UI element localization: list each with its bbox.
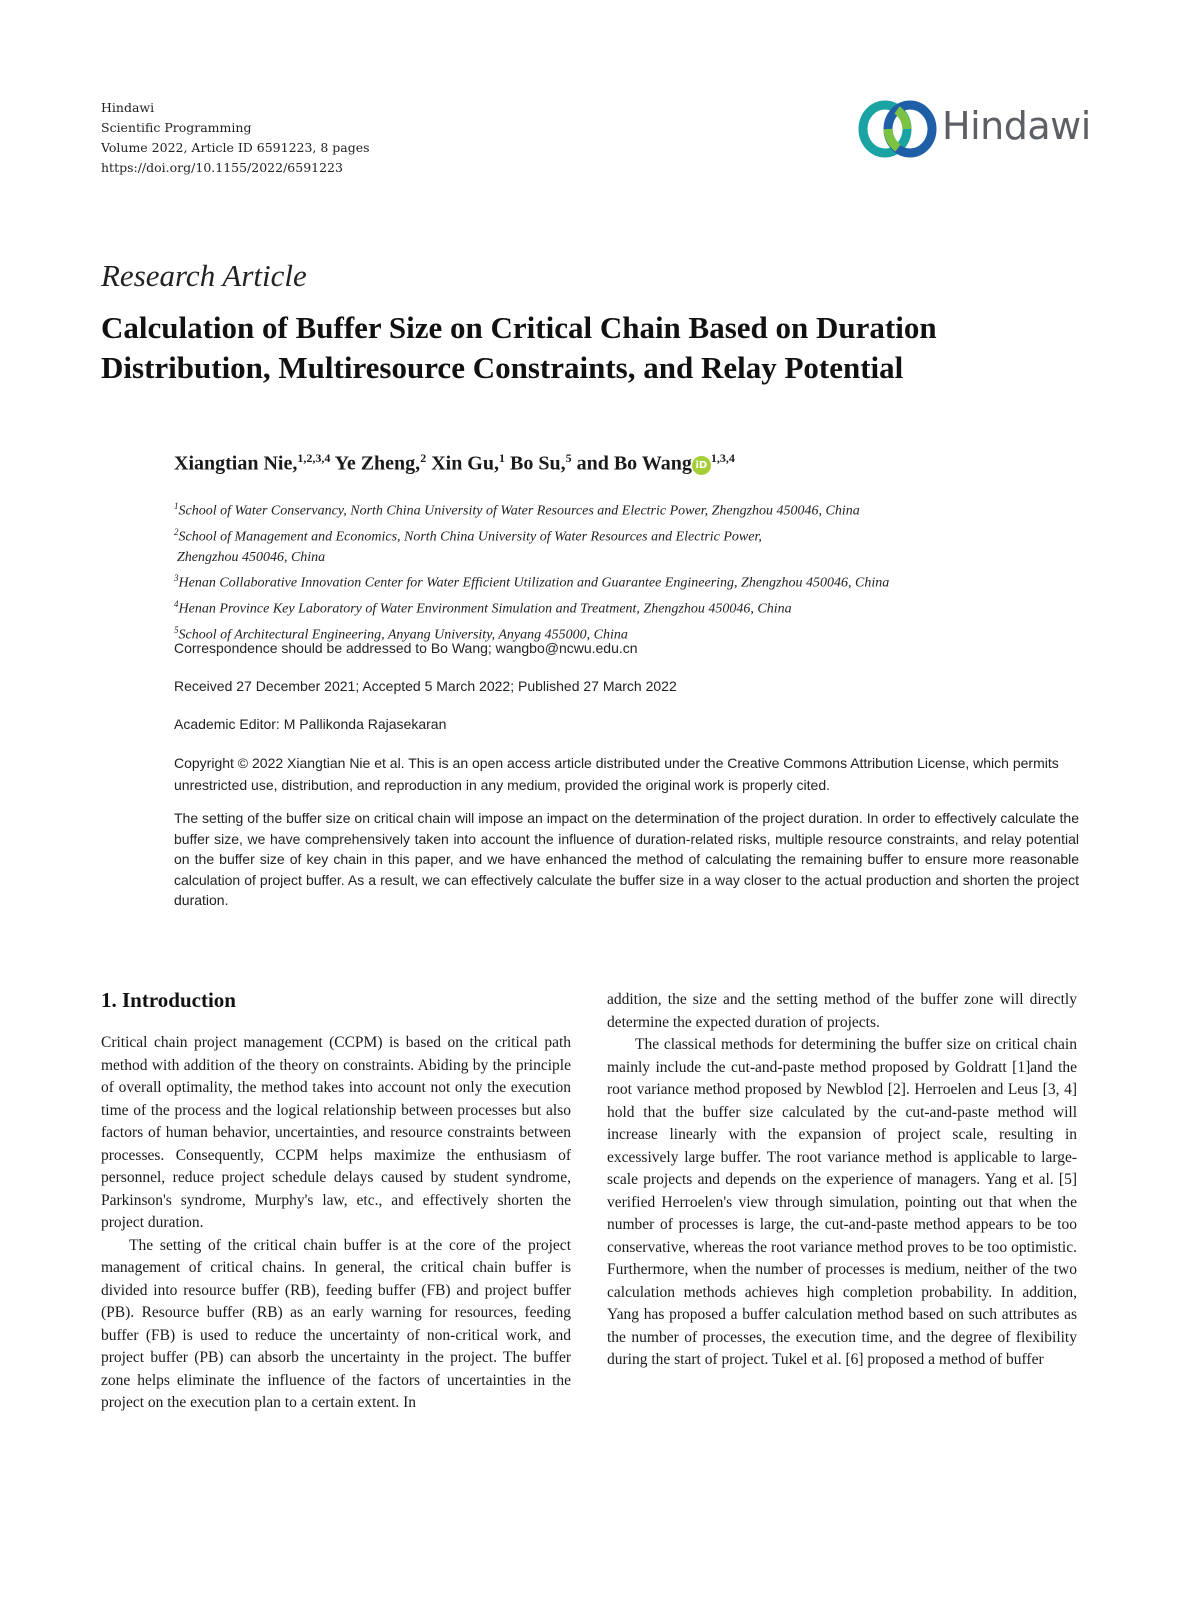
author-affiliation-ref: 1,3,4 [710,451,735,465]
article-type: Research Article [101,258,307,293]
section-heading: 1. Introduction [101,988,236,1012]
author-affiliation-ref: 2 [420,451,427,465]
affiliation-number: 3 [174,573,179,584]
affiliation-item [174,522,889,548]
title-line-1: Calculation of Buffer Size on Critical Chain Based on Duration [101,310,937,345]
left-column [101,1032,571,1415]
affiliation-text: School of Management and Economics, North China University of Water Resources and Electric Power, [178,529,762,545]
author-name[interactable]: Xin Gu, [431,452,499,475]
journal-meta [101,98,370,178]
correspondence: Correspondence should be addressed to Bo Wang; wangbo@ncwu.edu.cn [174,640,638,656]
publisher-name: Hindawi [101,100,155,115]
journal-name: Scientific Programming [101,120,252,135]
author-list [174,451,735,476]
affiliation-number: 5 [174,624,179,635]
hindawi-logo [855,98,1091,160]
author-affiliation-ref: 5 [565,451,572,465]
title-line-2: Distribution, Multiresource Constraints, and Relay Potential [101,350,904,385]
author-affiliation-ref: 1 [499,451,505,465]
paragraph: Critical chain project management (CCPM) is based on the critical path method with addition of the theory on constraints. Abiding by the principle of overall optimality, the method takes into account not only the execution time of the process and the logical relationship between processes but also factors of human behavior, uncertainties, and resource constraints between processes. Consequently, CCPM helps maximize the enthusiasm of personnel, reduce project schedule delays caused by student syndrome, Parkinson's syndrome, Murphy's law, etc., and effectively shorten the project duration. [101,1034,571,1231]
academic-editor: Academic Editor: M Pallikonda Rajasekaran [174,716,447,732]
author-name[interactable]: Xiangtian Nie, [174,452,298,475]
paragraph: The classical methods for determining the buffer size on critical chain mainly include the cut-and-paste method proposed by Goldratt [1]and the root variance method proposed by Newblod [2]. Herroelen and Leus [3, 4] hold that the buffer size calculated by the cut-and-paste method will increase linearly with the expansion of project scale, resulting in excessively large buffer. The root variance method is applicable to large-scale projects and depends on the experience of managers. Yang et al. [5] verified Herroelen's view through simulation, pointing out that when the number of processes is large, the cut-and-paste method appears to be too conservative, whereas the root variance method proves to be too optimistic. Furthermore, when the number of processes is medium, neither of the two calculation methods achieves high completion probability. In addition, Yang has proposed a buffer calculation method based on such attributes as the number of processes, the execution time, and the degree of flexibility during the start of project. Tukel et al. [6] proposed a method of buffer [607,1036,1077,1368]
orcid-icon[interactable]: iD [692,456,711,475]
affiliation-text: Henan Collaborative Innovation Center for Water Efficient Utilization and Guarantee Engineering, Zhengzhou 450046, China [178,575,890,591]
affiliation-number: 2 [174,526,179,537]
hindawi-rings-icon [855,98,941,160]
author-name[interactable]: Ye Zheng, [334,452,421,475]
affiliation-text: Henan Province Key Laboratory of Water Environment Simulation and Treatment, Zhengzhou 450046, China [178,601,792,617]
affiliation-item [174,496,889,522]
hindawi-logo-text: Hindawi [942,104,1091,148]
affiliation-item [174,568,889,594]
volume-info: Volume 2022, Article ID 6591223, 8 pages [101,140,370,155]
author-name[interactable]: and Bo Wang [576,452,692,475]
abstract: The setting of the buffer size on critical chain will impose an impact on the determination of the project duration. In order to effectively calculate the buffer size, we have comprehensively taken into account the influence of duration-related risks, multiple resource constraints, and relay potential on the buffer size of key chain in this paper, and we have enhanced the method of calculating the remaining buffer to ensure more reasonable calculation of project buffer. As a result, we can effectively calculate the buffer size in a way closer to the actual production and shorten the project duration. [174,810,1079,908]
paragraph: addition, the size and the setting method of the buffer zone will directly determine the expected duration of projects. [607,991,1077,1031]
affiliation-number: 1 [174,501,179,511]
affiliation-item [174,594,889,620]
affiliation-text: School of Water Conservancy, North China University of Water Resources and Electric Power, Zhengzhou 450046, China [178,503,860,519]
author-affiliation-ref: 1,2,3,4 [297,451,331,465]
affiliation-number: 4 [174,598,179,609]
right-column [607,989,1077,1372]
paragraph: The setting of the critical chain buffer is at the core of the project management of critical chains. In general, the critical chain buffer is divided into resource buffer (RB), feeding buffer (FB) and project buffer (PB). Resource buffer (RB) as an early warning for resources, feeding buffer (FB) is used to reduce the uncertainty of non-critical work, and project buffer (PB) can absorb the uncertainty in the project. The buffer zone helps eliminate the influence of the factors of uncertainties in the project on the execution plan to a certain extent. In [101,1236,571,1411]
author-name[interactable]: Bo Su, [510,452,566,475]
affiliations [174,496,889,645]
affiliation-text: Zhengzhou 450046, China [177,550,326,566]
copyright-notice: Copyright © 2022 Xiangtian Nie et al. This is an open access article distributed under the Creative Commons Attribution License, which permits unrestricted use, distribution, and reproduction in any medium, provided the original work is properly cited. [174,755,1059,793]
affiliation-text: School of Architectural Engineering, Anyang University, Anyang 455000, China [178,627,628,643]
affiliation-item [174,547,889,568]
publication-dates: Received 27 December 2021; Accepted 5 March 2022; Published 27 March 2022 [174,678,677,694]
doi-link[interactable]: https://doi.org/10.1155/2022/6591223 [101,160,343,175]
article-title [101,308,1101,388]
